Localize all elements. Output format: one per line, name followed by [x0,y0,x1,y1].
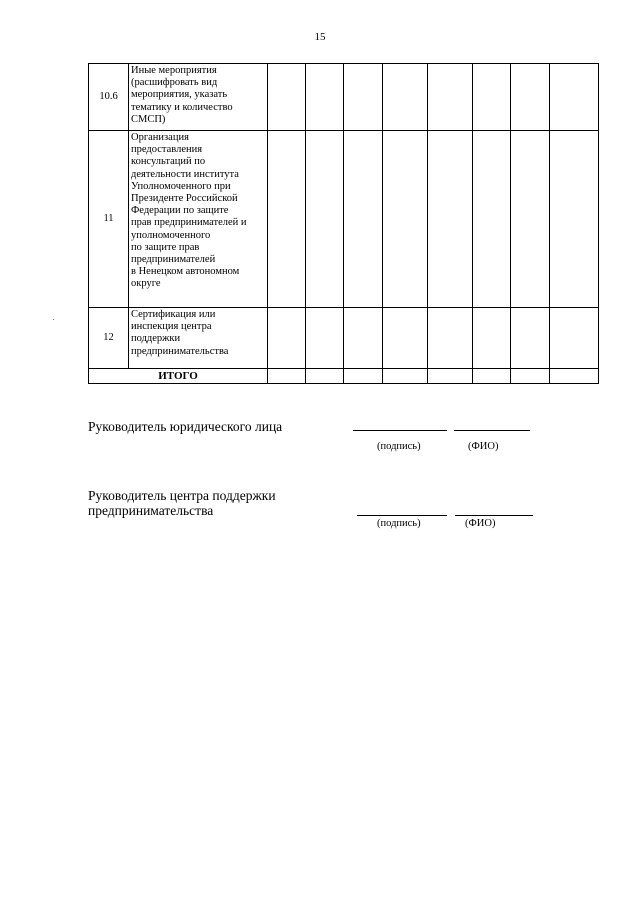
report-table [88,63,599,384]
table-cell [268,369,306,384]
row-name-line: тематику и количество [131,101,233,113]
table-cell [383,131,428,308]
table-cell [473,131,511,308]
table-cell [473,64,511,131]
row-name-line: деятельности института [131,168,239,180]
row-name-line: консультаций по [131,156,206,168]
table-cell [511,64,550,131]
table-row [89,64,599,131]
row-name-line: СМСП) [131,113,166,125]
row-name-line: Сертификация или [131,309,216,320]
table-row [89,308,599,369]
total-label: ИТОГО [89,369,268,384]
table-cell [383,369,428,384]
signature-line [357,515,447,516]
table-row [89,131,599,308]
table-cell [344,131,383,308]
table-cell [473,369,511,384]
row-name-line: прав предпринимателей и [131,217,247,229]
page-number: 15 [314,31,326,43]
table-cell [344,308,383,369]
table-cell [344,64,383,131]
table-cell [550,369,599,384]
table-cell [383,308,428,369]
row-name-line: по защите прав [131,241,200,253]
signature-caption: (подпись) [377,518,421,529]
table-cell [428,64,473,131]
legal-head-title: Руководитель юридического лица [88,419,283,434]
row-name-line: (расшифровать вид [131,77,218,89]
table-cell [428,131,473,308]
table-cell [268,64,306,131]
row-name-line: Президенте Российской [131,193,238,205]
row-number: 11 [89,131,129,308]
scan-speck [53,319,54,320]
row-name-line: предпринимательства [131,345,229,357]
name-caption: (ФИО) [468,441,499,452]
table-cell [473,308,511,369]
table-cell [306,64,344,131]
name-caption: (ФИО) [465,518,496,529]
table-cell [306,369,344,384]
name-line [455,515,533,516]
table-cell [268,131,306,308]
row-name [129,308,268,369]
center-head-title-line-1: Руководитель центра поддержки [88,488,276,503]
table-cell [428,308,473,369]
center-head-title-line-2: предпринимательства [88,503,214,518]
signature-caption: (подпись) [377,441,421,452]
row-name-line: предоставления [131,144,203,156]
row-name-line: Организация [131,132,189,143]
row-name-line: Федерации по защите [131,205,229,217]
row-name-line: Уполномоченного при [131,180,231,192]
row-name-line: Иные мероприятия [131,65,217,76]
table-cell [550,64,599,131]
row-name-line: поддержки [131,333,181,345]
table-cell [268,308,306,369]
row-name-line: мероприятия, указать [131,89,228,101]
table-cell [550,131,599,308]
row-name-line: инспекция центра [131,321,212,333]
signature-line [353,430,447,431]
table-cell [511,131,550,308]
total-row [89,369,599,384]
table-cell [306,131,344,308]
row-name [129,64,268,131]
table-cell [383,64,428,131]
row-name-line: округе [131,278,161,290]
row-name [129,131,268,308]
table-cell [428,369,473,384]
table-cell [306,308,344,369]
name-line [454,430,530,431]
row-number: 12 [89,308,129,369]
table-cell [344,369,383,384]
row-name-line: в Ненецком автономном [131,266,240,278]
table-cell [511,308,550,369]
table-cell [550,308,599,369]
row-number: 10.6 [89,64,129,131]
row-name-line: предпринимателей [131,254,216,266]
table-cell [511,369,550,384]
row-name-line: уполномоченного [131,229,211,241]
